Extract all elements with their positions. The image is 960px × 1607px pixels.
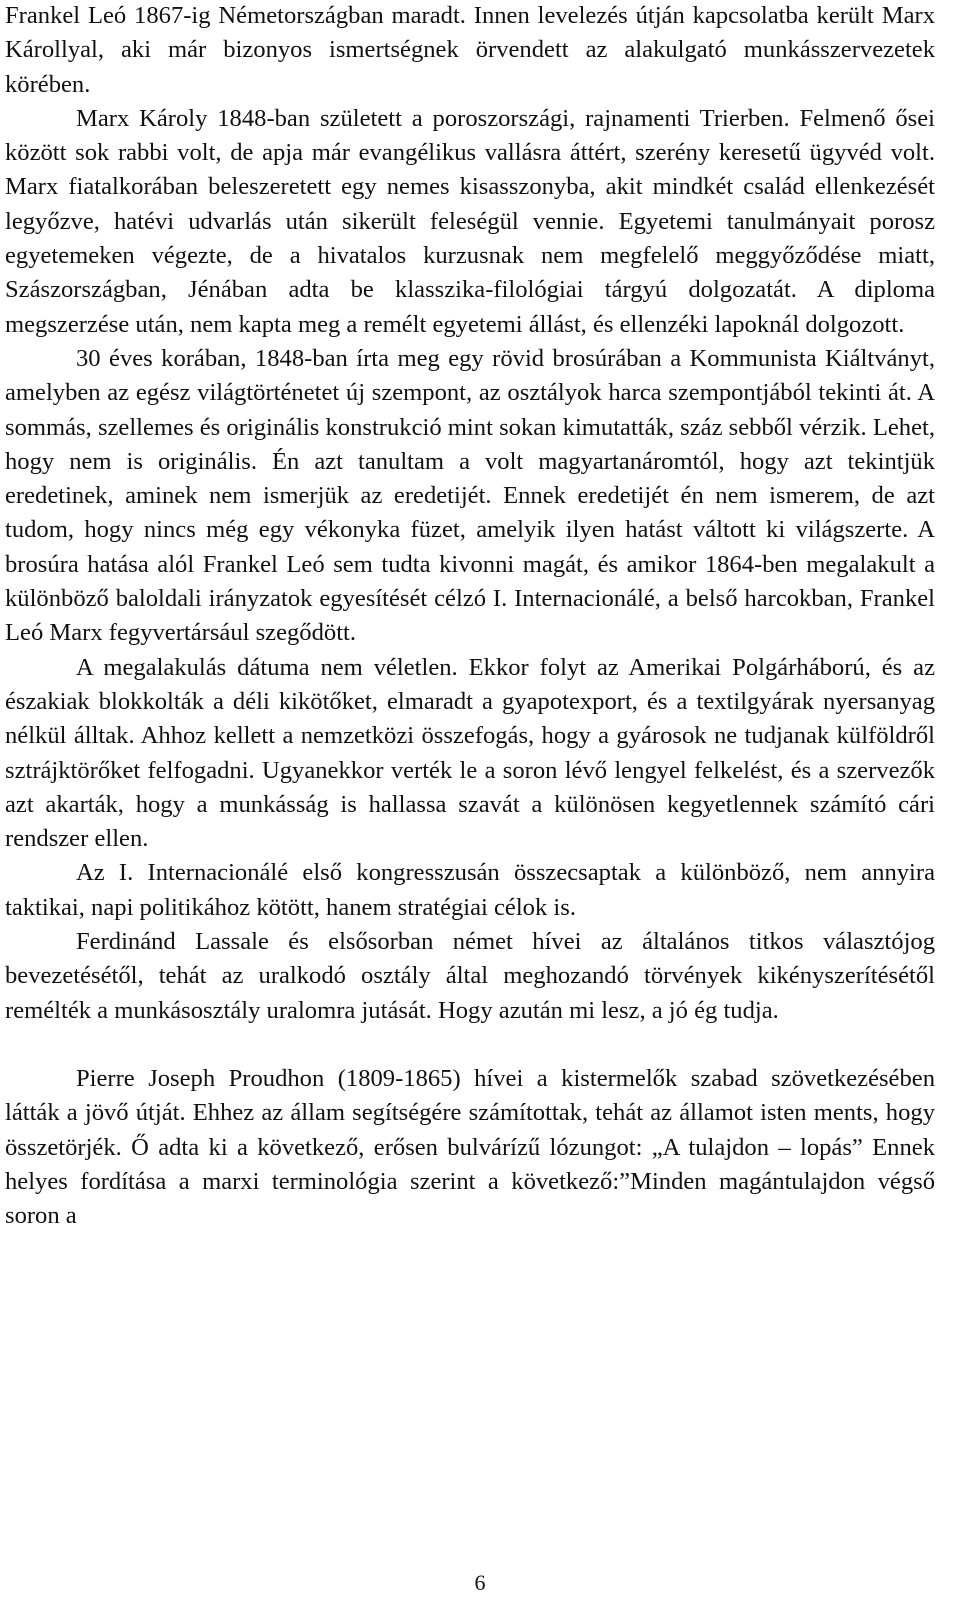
paragraph-founding-date: A megalakulás dátuma nem véletlen. Ekkor folyt az Amerikai Polgárháború, és az északiak blokkolták a déli kikötőket, elmaradt a gyapotexport, és a textilgyárak nyersanyag nélkül álltak. Ahhoz kellett a nemzetközi összefogás, hogy a gyárosok ne tudjanak külföldről sztrájktörőket felfogadni. Ugyanekkor verték le a soron lévő lengyel felkelést, és a szervezők azt akarták, hogy a munkásság is hallassa szavát a különösen kegyetlennek számító cári rendszer ellen.: [5, 653, 935, 853]
paragraph-communist-manifesto: 30 éves korában, 1848-ban írta meg egy rövid brosúrában a Kommunista Kiáltványt, amelyben az egész világtörténetet új szempont, az osztályok harca szempontjából tekinti át. A sommás, szellemes és originális konstrukció mint sokan kimutatták, száz sebből vérzik. Lehet, hogy nem is originális. Én azt tanultam a volt magyartanáromtól, hogy azt tekintjük eredetinek, aminek nem ismerjük az eredetijét. Ennek eredetijét én nem ismerem, de azt tudom, hogy nincs még egy vékonyka füzet, amelyik ilyen hatást váltott ki világszerte. A brosúra hatása alól Frankel Leó sem tudta kivonni magát, és amikor 1864-ben megalakult a különböző baloldali irányzatok egyesítését célzó I. Internacionálé, a belső harcokban, Frankel Leó Marx fegyvertársául szegődött.: [5, 344, 935, 647]
paragraph-lassale: Ferdinánd Lassale és elsősorban német hívei az általános titkos választójog bevezetésétől, tehát az uralkodó osztály által meghozandó törvények kikényszerítésétől remélték a munkásosztály uralomra jutását. Hogy azután mi lesz, a jó ég tudja.: [5, 928, 935, 1024]
paragraph-marx-biography: Marx Károly 1848-ban született a poroszországi, rajnamenti Trierben. Felmenő ősei között sok rabbi volt, de apja már evangélikus vallásra áttért, szerény keresetű ügyvéd volt. Marx fiatalkorában beleszeretett egy nemes kisasszonyba, akit mindkét család ellenkezését legyőzve, hatévi udvarlás után sikerült feleségül vennie. Egyetemi tanulmányait porosz egyetemeken végezte, de a hivatalos kurzusnak nem megfelelő meggyőződése miatt, Szászországban, Jénában adta be klasszika-filológiai tárgyú dolgozatát. A diploma megszerzése után, nem kapta meg a remélt egyetemi állást, és ellenzéki lapoknál dolgozott.: [5, 104, 935, 338]
page-number: 6: [474, 1570, 486, 1595]
body-text: [5, 0, 935, 1233]
paragraph-spacer: [5, 1028, 935, 1062]
paragraph-frankel-germany: Frankel Leó 1867-ig Németországban maradt. Innen levelezés útján kapcsolatba került Marx Károllyal, aki már bizonyos ismertségnek örvendett az alakulgató munkásszervezetek körében.: [5, 2, 935, 98]
paragraph-first-congress: Az I. Internacionálé első kongresszusán összecsaptak a különböző, nem annyira taktikai, napi politikához kötött, hanem stratégiai célok is.: [5, 859, 935, 921]
paragraph-proudhon: Pierre Joseph Proudhon (1809-1865) hívei a kistermelők szabad szövetkezésében látták a jövő útját. Ehhez az állam segítségére számítottak, tehát az államot isten ments, hogy összetörjék. Ő adta ki a következő, erősen bulvárízű lózungot: „A tulajdon – lopás” Ennek helyes fordítása a marxi terminológia szerint a következő:”Minden magántulajdon végső soron a: [5, 1064, 935, 1230]
